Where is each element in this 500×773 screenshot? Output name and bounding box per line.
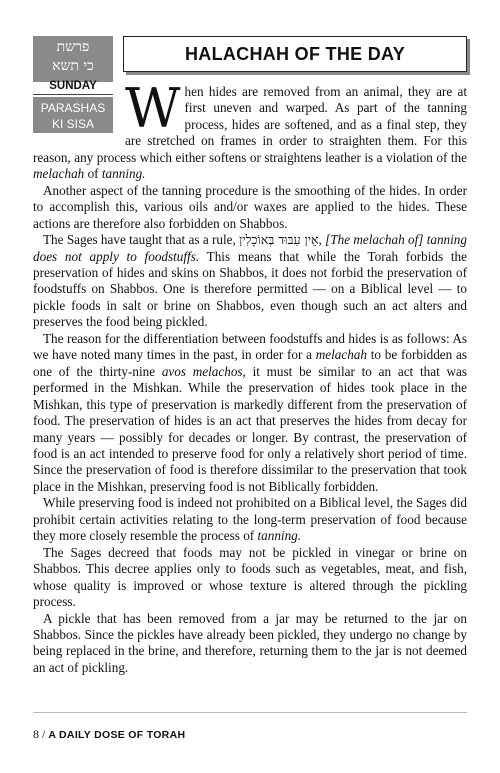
parasha-line-1: PARASHAS: [40, 101, 106, 115]
day-label: SUNDAY: [49, 80, 97, 92]
parasha-line-2: KI SISA: [51, 117, 95, 131]
footer-divider: [33, 712, 467, 713]
hebrew-line-1: פרשת: [56, 39, 90, 55]
paragraph-1: When hides are removed from an animal, they are at first uneven and warped. As part of the tanning process, hides are softened, and as a final step, they are stretched on frames in order to straighten them. For this reason, any process which either softens or straightens leather is a violation of the melachah of tanning.: [33, 77, 467, 182]
paragraph-5: While preserving food is indeed not prohibited on a Biblical level, the Sages did prohibit certain activities relating to the long-term preservation of food because they more closely resemble the process of tanning.: [33, 495, 467, 544]
book-title: A DAILY DOSE OF TORAH: [48, 729, 186, 741]
page-footer: [33, 727, 185, 742]
drop-cap: W: [125, 77, 181, 140]
article-body: [33, 77, 467, 676]
hebrew-line-2: כי תשא: [52, 58, 94, 74]
paragraph-4: The reason for the differentiation between foodstuffs and hides is as follows: As we have noted many times in the past, in order for a melachah to be forbidden as one of the thirty-nine avos melachos, it must be similar to an act that was performed in the Mishkan. While the preservation of hides took place in the Mishkan, this type of preservation is markedly different from the preservation of food. The preservation of hides is an act that preserves the hides from decay for many years — possibly for decades or longer. By contrast, the preservation of food is an act intended to preserve food for only a relatively short period of time. Since the preservation of food is therefore dissimilar to the preservation that took place in the Mishkan, preserving food is not Biblically forbidden.: [33, 330, 467, 494]
sidebar-spacer: [33, 84, 125, 134]
paragraph-7: A pickle that has been removed from a jar may be returned to the jar on Shabbos. Since the pickles have already been pickled, they undergo no change by being replaced in the brine, and therefore, returning them to the jar is not deemed an act of pickling.: [33, 610, 467, 675]
section-title: HALACHAH OF THE DAY: [123, 36, 467, 72]
footer-separator: /: [42, 727, 46, 741]
hebrew-phrase: אֵין עִבּוּד בְּאוֹכָלִין: [239, 232, 319, 248]
paragraph-2: Another aspect of the tanning procedure is the smoothing of the hides. In order to accomplish this, various oils and/or waxes are applied to the hides. These actions are therefore also forbidden on Shabbos.: [33, 182, 467, 231]
page-number: 8: [33, 727, 39, 741]
paragraph-6: The Sages decreed that foods may not be pickled in vinegar or brine on Shabbos. This decree applies only to foods such as vegetables, meat, and fish, whose quality is improved or whose texture is altered through the pickling process.: [33, 544, 467, 610]
paragraph-3: The Sages have taught that as a rule, אֵין עִבּוּד בְּאוֹכָלִין, [The melachah of] tanning does not apply to foodstuffs. This means that while the Torah forbids the preservation of hides and skins on Shabbos, it does not forbid the preservation of foodstuffs on Shabbos. One is therefore permitted — on a Biblical level — to pickle foods in salt or brine on Shabbos, even though such an act alters and preserves the food being pickled.: [33, 232, 467, 330]
parasha-hebrew-box: [33, 36, 113, 82]
